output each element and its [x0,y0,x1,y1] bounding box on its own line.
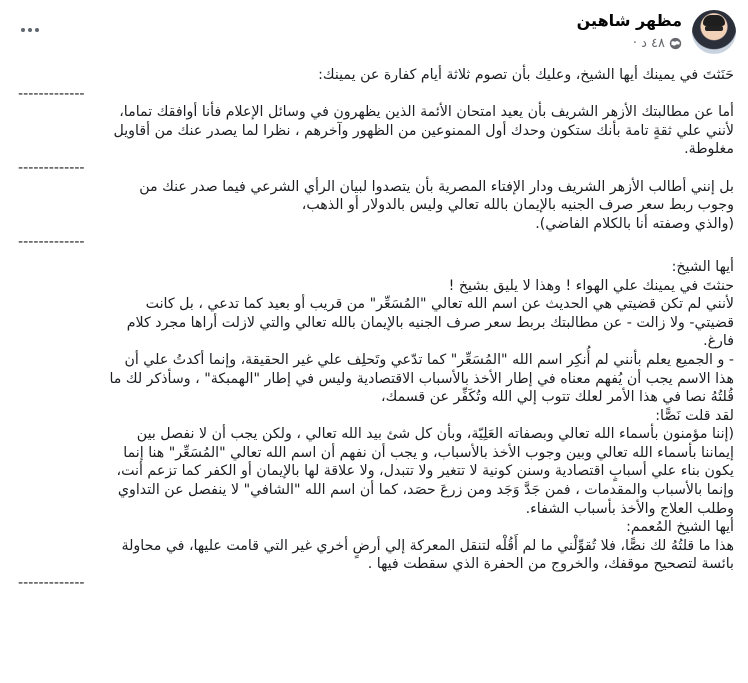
post-text-line: إيماننا بأسماء الله تعالي وبين وجوب الأخذ بالأسباب، و يجب أن نفهم أن اسم الله تعالي "المُسَعِّر" هنا إنما [123,444,734,461]
post-text-line: بائسة لتصحيح موقفك، والخروج من الحفرة الذي سقطت فيها . [367,556,734,573]
post-text-line: لقد قلت نَصًّا: [655,407,734,424]
dot [21,28,25,32]
post-meta [633,36,682,51]
post-text-line: مغلوطة. [684,141,734,158]
post-text-line: لأنني لم تكن قضيتي هي الحديث عن اسم الله تعالي "المُسَعِّر" من قريب أو بعيد كما تدعي ، بل كانت [145,296,734,313]
post-text-line: أيها الشيخ المُعمم: [626,519,734,536]
post-text-line: أما عن مطالبتك الأزهر الشريف بأن يعيد امتحان الأئمة الذين يظهرون في وسائل الإعلام فأنا أوافقك تماما، [119,104,734,121]
post-text-line: قضيتي- ولا زالت - عن مطالبتك بربط سعر صرف الجنيه بالإيمان بالله تعالي والتي لازلت أراها مجرد كلام [126,314,734,331]
separator-line: ------------- [18,159,85,176]
post-text-line: فارغ. [703,333,734,350]
post-text [18,66,734,593]
dot [35,28,39,32]
post-text-line: وإنما بالأسباب والمقدمات ، فمن جَدَّ وَجَد ومن زرعَ حصَد، كما أن اسم الله "الشافي" لا ينفصل عن التداوي [117,482,734,499]
post-text-line: أيها الشيخ: [671,258,734,275]
avatar-hair [703,15,725,26]
avatar-glasses [705,26,723,31]
post-text-line: هذا الاسم يجب أن يُفهم معناه في إطار الأخذ بالأسباب الاقتصادية وليس في إطار "الهمبكة" ، وسأذكر لك ما [109,370,734,387]
post-text-line: (إننا مؤمنون بأسماء الله تعالي وبصفاته العَلِيّة، وبأن كل شئ بيد الله تعالي ، ولكن يجب أن لا نفصل بين [136,426,734,443]
post-text-line: يكون بناء علي أسبابٍ اقتصادية وسنن كونية لا تتغير ولا تتبدل، ولا علاقة لها بالإيمان أو الكفر كما تزعم أنت، [116,463,734,480]
separator-line: ------------- [18,234,85,251]
post-header [12,8,736,60]
author-avatar[interactable] [692,10,736,54]
post-text-line: بل إنني أطالب الأزهر الشريف ودار الإفتاء المصرية بأن يتصدوا لبيان الرأي الشرعي فيما صدر عنك من [139,178,734,195]
post-time[interactable]: ٤٨ د · [632,36,665,51]
post-text-line: لأنني علي ثقةٍ تامة بأنك ستكون وحدك أول الممنوعين من الظهور وآخرهم ، نظرا لما يصدر عنك من أقاويل [113,122,734,139]
post-text-line: قُلتُهُ نصا في هذا الأمر لعلك تتوب إلي الله وتُكَفِّر عن قسمك، [381,389,734,406]
separator-line: ------------- [18,575,85,592]
post-text-line: هذا ما قلتُهُ لك نصًّا، فلا تُقوِّلْني ما لم أَقُلْه لتنقل المعركة إلي أرضٍ أخري غير التي قامت عليها، في محاولة [121,537,734,554]
post-text-line: حَنَثتَ في يمينك أيها الشيخ، وعليك بأن تصوم ثلاثة أيام كفارة عن يمينك: [318,67,734,83]
globe-icon[interactable] [669,37,682,50]
post-text-line: حنثتَ في يمينك علي الهواء ! وهذا لا يليق بشيخ ! [448,277,734,294]
post-text-line: وجوب ربط سعر صرف الجنيه بالإيمان بالله تعالي وليس بالدولار أو الذهب، [301,197,734,214]
author-name[interactable]: مظهر شاهين [576,11,682,30]
post-text-line: - و الجميع يعلم بأنني لم أُنكِر اسم الله "المُسَعِّر" كما تدّعي وتَحلِف علي غير الحقيقة، وإنما أكدتُ علي أن [124,351,734,368]
more-options-icon[interactable] [16,20,44,40]
separator-line: ------------- [18,85,85,102]
dot [28,28,32,32]
post-text-line: (والذي وصفته أنا بالكلام الفاضي). [535,215,734,232]
post-text-line: وطلب العلاج والأخذ بأسباب الشفاء. [525,500,734,517]
